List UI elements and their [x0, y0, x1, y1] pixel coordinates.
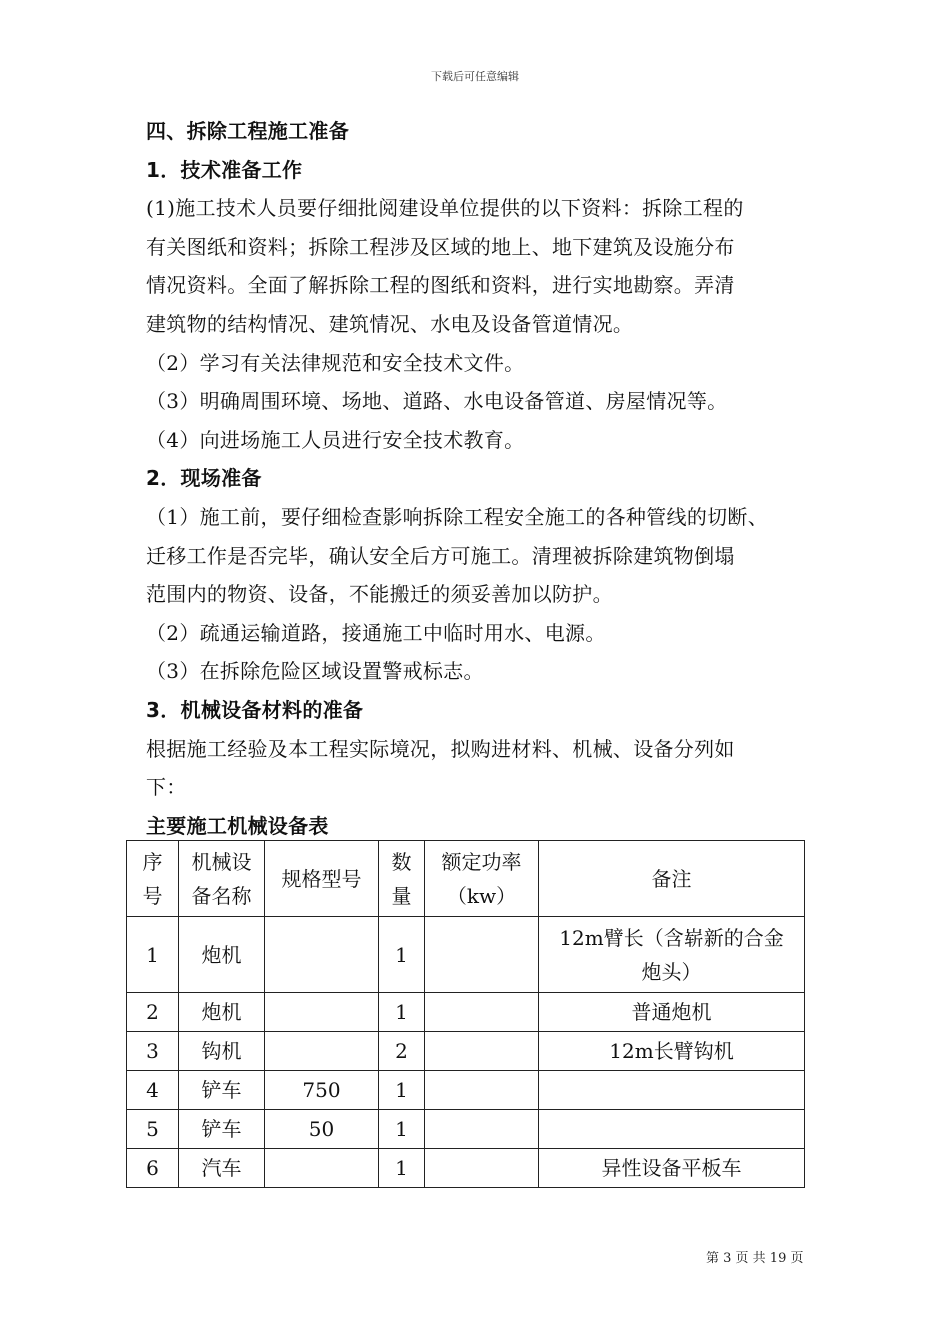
cell-note: 12m长臂钩机 [539, 1032, 805, 1071]
cell-spec [265, 917, 379, 993]
page-footer: 第 3 页 共 19 页 [706, 1251, 804, 1266]
table-row [127, 1032, 805, 1071]
equipment-table-wrapper [126, 840, 805, 1188]
cell-name: 钩机 [179, 1032, 265, 1071]
cell-qty: 1 [379, 1110, 425, 1149]
paragraph-line: （2）学习有关法律规范和安全技术文件。 [146, 350, 525, 375]
paragraph-line: 迁移工作是否完毕，确认安全后方可施工。清理被拆除建筑物倒塌 [146, 543, 735, 568]
cell-note: 异性设备平板车 [539, 1149, 805, 1188]
paragraph-line: （1）施工前，要仔细检查影响拆除工程安全施工的各种管线的切断、 [146, 504, 769, 529]
paragraph-line: 情况资料。全面了解拆除工程的图纸和资料，进行实地勘察。弄清 [146, 273, 735, 298]
cell-power [425, 917, 539, 993]
document-body [146, 112, 826, 845]
cell-no: 2 [127, 993, 179, 1032]
cell-name: 汽车 [179, 1149, 265, 1188]
cell-power [425, 993, 539, 1032]
cell-spec [265, 1149, 379, 1188]
header-cell-no: 序 号 [127, 841, 179, 917]
cell-qty: 1 [379, 1071, 425, 1110]
page-header: 下载后可任意编辑 [431, 70, 519, 83]
table-row [127, 1110, 805, 1149]
cell-note: 12m臂长（含崭新的合金 炮头） [539, 917, 805, 993]
cell-name: 铲车 [179, 1071, 265, 1110]
cell-no: 3 [127, 1032, 179, 1071]
paragraph-line: 根据施工经验及本工程实际境况，拟购进材料、机械、设备分列如 [146, 736, 735, 761]
header-cell-note: 备注 [539, 841, 805, 917]
cell-no: 6 [127, 1149, 179, 1188]
paragraph-line: （2）疏通运输道路，接通施工中临时用水、电源。 [146, 620, 606, 645]
paragraph-line: （3）明确周围环境、场地、道路、水电设备管道、房屋情况等。 [146, 389, 728, 414]
table-row [127, 993, 805, 1032]
cell-qty: 2 [379, 1032, 425, 1071]
header-cell-power: 额定功率 （kw） [425, 841, 539, 917]
cell-spec: 50 [265, 1110, 379, 1149]
paragraph-line: 有关图纸和资料；拆除工程涉及区域的地上、地下建筑及设施分布 [146, 234, 735, 259]
cell-name: 炮机 [179, 917, 265, 993]
paragraph-line: 建筑物的结构情况、建筑情况、水电及设备管道情况。 [146, 311, 634, 336]
cell-qty: 1 [379, 993, 425, 1032]
header-cell-spec: 规格型号 [265, 841, 379, 917]
cell-note: 普通炮机 [539, 993, 805, 1032]
cell-name: 炮机 [179, 993, 265, 1032]
cell-qty: 1 [379, 1149, 425, 1188]
paragraph-line: 范围内的物资、设备，不能搬迁的须妥善加以防护。 [146, 582, 613, 607]
cell-spec: 750 [265, 1071, 379, 1110]
cell-no: 5 [127, 1110, 179, 1149]
subsection-heading: 3．机械设备材料的准备 [146, 697, 364, 722]
paragraph-line: （4）向进场施工人员进行安全技术教育。 [146, 427, 525, 452]
section-heading: 四、拆除工程施工准备 [146, 119, 349, 143]
cell-no: 1 [127, 917, 179, 993]
table-row [127, 1071, 805, 1110]
table-row [127, 917, 805, 993]
cell-power [425, 1149, 539, 1188]
cell-no: 4 [127, 1071, 179, 1110]
cell-note [539, 1071, 805, 1110]
cell-qty: 1 [379, 917, 425, 993]
cell-power [425, 1032, 539, 1071]
table-caption: 主要施工机械设备表 [146, 813, 329, 838]
equipment-table [126, 840, 805, 1188]
cell-power [425, 1110, 539, 1149]
table-row [127, 1149, 805, 1188]
subsection-heading: 1．技术准备工作 [146, 157, 303, 182]
cell-spec [265, 993, 379, 1032]
cell-note [539, 1110, 805, 1149]
paragraph-line: （3）在拆除危险区域设置警戒标志。 [146, 659, 484, 684]
header-cell-qty: 数 量 [379, 841, 425, 917]
paragraph-line: (1)施工技术人员要仔细批阅建设单位提供的以下资料：拆除工程的 [146, 196, 744, 221]
table-header-row [127, 841, 805, 917]
cell-spec [265, 1032, 379, 1071]
paragraph-line: 下： [146, 775, 187, 800]
subsection-heading: 2．现场准备 [146, 466, 262, 491]
cell-name: 铲车 [179, 1110, 265, 1149]
header-cell-name: 机械设 备名称 [179, 841, 265, 917]
cell-power [425, 1071, 539, 1110]
